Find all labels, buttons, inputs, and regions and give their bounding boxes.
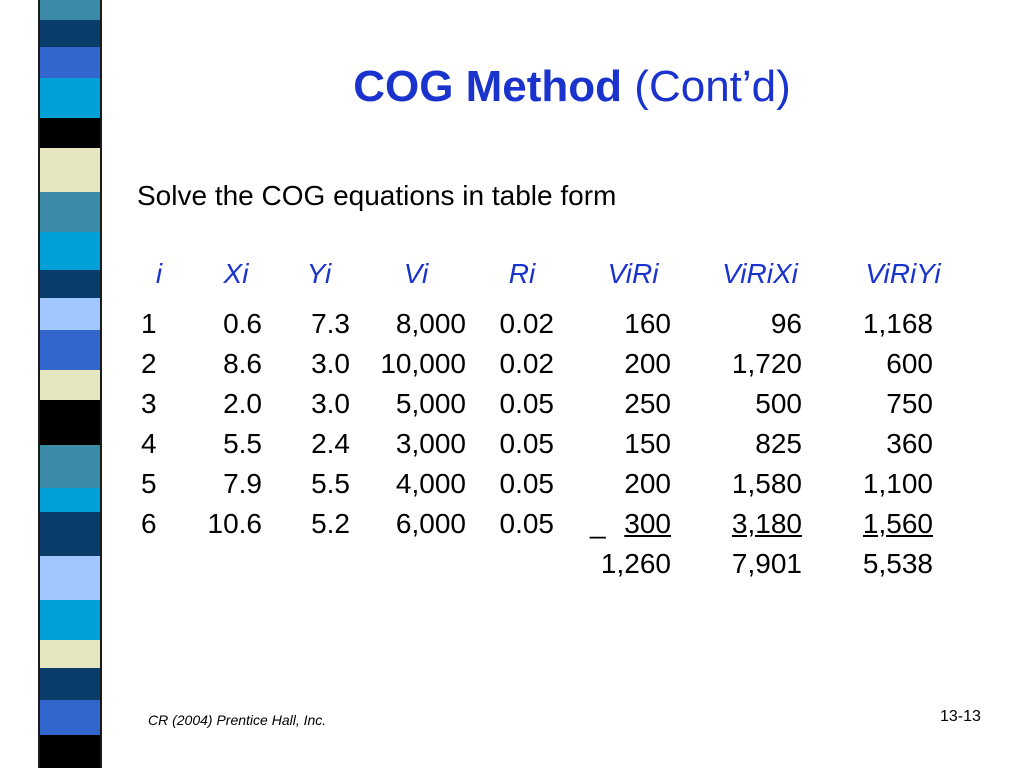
cell-i: 4: [141, 428, 157, 459]
cell-ri: 0.05: [499, 388, 554, 419]
header-yi: Yi: [306, 258, 332, 289]
cell-yi: 5.2: [311, 508, 350, 539]
footer-copyright: CR (2004) Prentice Hall, Inc.: [148, 712, 327, 728]
cell-yi: 3.0: [311, 388, 350, 419]
cell-viriyi: 600: [886, 348, 933, 379]
header-xi: Xi: [223, 258, 249, 289]
cell-xi: 0.6: [223, 308, 262, 339]
cell-xi: 8.6: [223, 348, 262, 379]
last-row-prefix: _: [590, 508, 606, 539]
cell-viriyi: 360: [886, 428, 933, 459]
stripe-block: [40, 192, 100, 232]
stripe-block: [40, 0, 100, 20]
stripe-block: [40, 118, 100, 148]
total-viri: 1,260: [600, 548, 671, 579]
stripe-block: [40, 488, 100, 512]
cell-virixi: 825: [755, 428, 802, 459]
stripe-block: [40, 20, 100, 47]
cell-vi: 10,000: [380, 348, 466, 379]
stripe-block: [40, 330, 100, 370]
cell-ri: 0.05: [499, 508, 554, 539]
header-i: i: [155, 258, 163, 289]
title-bold: COG Method: [353, 62, 623, 111]
cell-ri: 0.02: [499, 308, 554, 339]
slide-subtitle: Solve the COG equations in table form: [137, 180, 617, 211]
title-rest: (Cont’d): [634, 62, 791, 111]
cell-vi: 8,000: [395, 308, 466, 339]
cell-i: 1: [141, 308, 157, 339]
header-vi: Vi: [403, 258, 429, 289]
cell-yi: 3.0: [311, 348, 350, 379]
total-virixi: 7,901: [731, 548, 802, 579]
stripe-block: [40, 148, 100, 192]
stripe-block: [40, 370, 100, 400]
cell-i: 2: [141, 348, 157, 379]
stripe-block: [40, 600, 100, 640]
cell-viri: 250: [624, 388, 671, 419]
cell-vi: 5,000: [395, 388, 466, 419]
cell-vi: 3,000: [395, 428, 466, 459]
cell-viriyi: 1,100: [862, 468, 933, 499]
stripe-block: [40, 400, 100, 445]
header-viriyi: ViRiYi: [865, 258, 941, 289]
cell-xi: 7.9: [223, 468, 262, 499]
cell-yi: 2.4: [311, 428, 350, 459]
stripe-edge: [100, 0, 102, 768]
cell-ri: 0.05: [499, 428, 554, 459]
cell-viriyi: 750: [886, 388, 933, 419]
cell-i: 3: [141, 388, 157, 419]
cell-viriyi: 1,560: [862, 508, 933, 539]
cell-yi: 5.5: [311, 468, 350, 499]
cell-xi: 2.0: [223, 388, 262, 419]
total-viriyi: 5,538: [862, 548, 933, 579]
stripe-block: [40, 735, 100, 768]
cell-i: 5: [141, 468, 157, 499]
stripe-block: [40, 640, 100, 668]
cell-xi: 5.5: [223, 428, 262, 459]
stripe-block: [40, 270, 100, 298]
stripe-block: [40, 47, 100, 78]
cell-virixi: 1,720: [731, 348, 802, 379]
cell-yi: 7.3: [311, 308, 350, 339]
cell-viri: 160: [624, 308, 671, 339]
cell-virixi: 3,180: [731, 508, 802, 539]
stripe-block: [40, 556, 100, 600]
cell-ri: 0.02: [499, 348, 554, 379]
cell-xi: 10.6: [207, 508, 262, 539]
stripe-edge: [38, 0, 40, 768]
stripe-block: [40, 668, 100, 700]
cell-ri: 0.05: [499, 468, 554, 499]
cell-virixi: 96: [770, 308, 802, 339]
stripe-block: [40, 78, 100, 118]
stripe-block: [40, 512, 100, 556]
slide-title: [120, 62, 1024, 112]
cell-viri: 200: [624, 468, 671, 499]
cell-viri: 200: [624, 348, 671, 379]
stripe-block: [40, 445, 100, 488]
stripe-block: [40, 232, 100, 270]
cell-i: 6: [141, 508, 157, 539]
cell-virixi: 500: [755, 388, 802, 419]
cell-vi: 6,000: [395, 508, 466, 539]
cell-viriyi: 1,168: [862, 308, 933, 339]
decorative-stripe: [0, 0, 120, 768]
cell-virixi: 1,580: [731, 468, 802, 499]
cell-vi: 4,000: [395, 468, 466, 499]
cell-viri: 150: [624, 428, 671, 459]
cell-viri: 300: [624, 508, 671, 539]
stripe-block: [40, 298, 100, 330]
header-virixi: ViRiXi: [722, 258, 798, 289]
stripe-block: [40, 700, 100, 735]
page-number: 13-13: [940, 708, 981, 725]
header-viri: ViRi: [607, 258, 659, 289]
header-ri: Ri: [508, 258, 536, 289]
